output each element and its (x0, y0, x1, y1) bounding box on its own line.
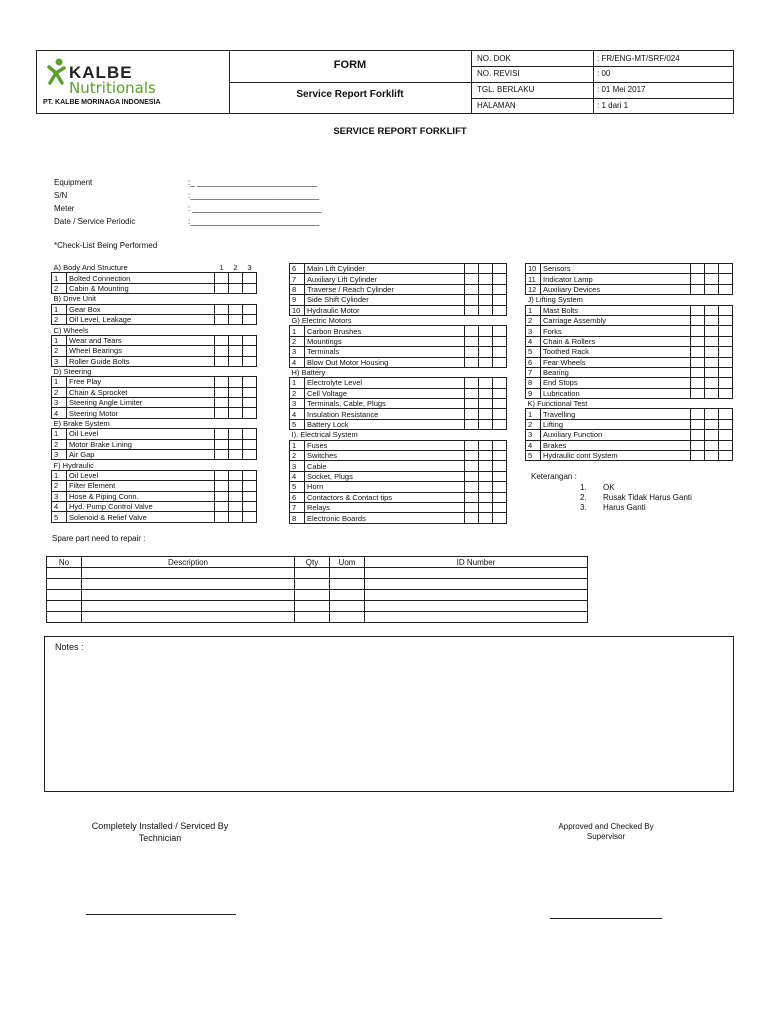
spare-parts-table (46, 556, 588, 623)
checklist-row: 10 Sensors (526, 264, 733, 274)
checklist-row: 1 Fuses (290, 440, 507, 450)
checklist-row: 1 Oil Level (52, 470, 257, 480)
checklist-row: 6 Main Lift Cylinder (290, 264, 507, 274)
check-box[interactable] (479, 305, 493, 315)
checklist-row: 1 Bolted Connection (52, 273, 257, 283)
legend-number: 2. (580, 493, 587, 502)
check-box[interactable] (243, 439, 257, 449)
checklist-row: 3 Steering Angle Limiter (52, 398, 257, 408)
spare-header-uom: Uom (330, 557, 365, 568)
check-box[interactable] (705, 378, 719, 388)
check-box[interactable] (229, 335, 243, 345)
check-box[interactable] (215, 304, 229, 314)
check-box[interactable] (691, 326, 705, 336)
check-box[interactable] (479, 336, 493, 346)
check-box[interactable] (493, 284, 507, 294)
check-box[interactable] (493, 357, 507, 367)
check-box[interactable] (215, 283, 229, 293)
check-box[interactable] (465, 513, 479, 523)
check-box[interactable] (229, 304, 243, 314)
check-box[interactable] (705, 388, 719, 398)
check-box[interactable] (719, 305, 733, 315)
check-box[interactable] (479, 264, 493, 274)
checklist-row: 3 Auxiliary Function (526, 430, 733, 440)
check-box[interactable] (691, 347, 705, 357)
check-box[interactable] (705, 284, 719, 294)
brand-sub: Nutritionals (69, 79, 156, 97)
checklist-row: 5 Battery Lock (290, 419, 507, 429)
field-label: Meter (54, 204, 75, 213)
check-box[interactable] (493, 440, 507, 450)
check-box[interactable] (479, 419, 493, 429)
check-box[interactable] (705, 430, 719, 440)
checklist-row: 2 Lifting (526, 419, 733, 429)
checklist-row: 1 Wear and Tears (52, 335, 257, 345)
check-box[interactable] (229, 387, 243, 397)
check-box[interactable] (691, 388, 705, 398)
check-box[interactable] (705, 409, 719, 419)
checklist-row: 7 Bearing (526, 367, 733, 377)
checklist-row: 4 Brakes (526, 440, 733, 450)
legend-number: 1. (580, 483, 587, 492)
check-box[interactable] (465, 502, 479, 512)
supervisor-signature-label: Approved and Checked By Supervisor (558, 822, 654, 841)
document-header (36, 50, 734, 114)
company-name: PT. KALBE MORINAGA INDONESIA (43, 99, 161, 106)
check-box[interactable] (705, 419, 719, 429)
section-header: A) Body And Structure 1 2 3 (52, 263, 257, 273)
checklist-row: 6 Contactors & Contact tips (290, 492, 507, 502)
check-box[interactable] (705, 264, 719, 274)
check-box[interactable] (705, 451, 719, 461)
checklist-column-1 (51, 263, 257, 523)
spare-row[interactable] (47, 601, 588, 612)
check-box[interactable] (215, 491, 229, 501)
check-box[interactable] (229, 314, 243, 324)
checklist-row: 1 Mast Bolts (526, 305, 733, 315)
check-box[interactable] (215, 439, 229, 449)
checklist-column-2 (289, 263, 507, 524)
check-box[interactable] (229, 356, 243, 366)
checklist-row: 7 Relays (290, 502, 507, 512)
check-box[interactable] (465, 388, 479, 398)
check-box[interactable] (719, 419, 733, 429)
check-box[interactable] (691, 367, 705, 377)
checklist-row: 4 Socket, Plugs (290, 471, 507, 481)
check-box[interactable] (215, 335, 229, 345)
check-box[interactable] (691, 315, 705, 325)
meta-value: : 1 dari 1 (597, 101, 629, 110)
checklist-row: 12 Auxiliary Devices (526, 284, 733, 294)
field-label: S/N (54, 191, 68, 200)
check-box[interactable] (493, 399, 507, 409)
checklist-row: 4 Blow Out Motor Housing (290, 357, 507, 367)
check-box[interactable] (229, 429, 243, 439)
check-box[interactable] (691, 305, 705, 315)
check-box[interactable] (465, 295, 479, 305)
check-box[interactable] (243, 408, 257, 418)
check-box[interactable] (243, 377, 257, 387)
check-box[interactable] (691, 378, 705, 388)
meta-value: : 00 (597, 69, 611, 78)
check-box[interactable] (493, 419, 507, 429)
check-box[interactable] (243, 283, 257, 293)
check-box[interactable] (229, 283, 243, 293)
check-box[interactable] (215, 470, 229, 480)
check-box[interactable] (479, 409, 493, 419)
check-box[interactable] (465, 409, 479, 419)
check-box[interactable] (465, 471, 479, 481)
meta-label: NO. REVISI (477, 69, 520, 78)
check-box[interactable] (479, 388, 493, 398)
checklist-row: 4 Steering Motor (52, 408, 257, 418)
check-box[interactable] (719, 315, 733, 325)
check-box[interactable] (465, 274, 479, 284)
check-box[interactable] (705, 367, 719, 377)
check-box[interactable] (719, 336, 733, 346)
check-box[interactable] (493, 347, 507, 357)
check-box[interactable] (243, 501, 257, 511)
check-box[interactable] (215, 346, 229, 356)
legend-number: 3. (580, 503, 587, 512)
checklist-row: 3 Forks (526, 326, 733, 336)
check-box[interactable] (493, 264, 507, 274)
notes-label: Notes : (55, 642, 84, 652)
check-box[interactable] (479, 502, 493, 512)
sn-field[interactable]: :_____________________________ (188, 191, 320, 200)
check-box[interactable] (719, 326, 733, 336)
check-box[interactable] (705, 336, 719, 346)
check-box[interactable] (493, 482, 507, 492)
checklist-row: 3 Cable (290, 461, 507, 471)
check-box[interactable] (691, 451, 705, 461)
equipment-field[interactable]: :_ ___________________________ (188, 178, 318, 187)
section-header: H) Battery (291, 368, 326, 378)
check-box[interactable] (229, 501, 243, 511)
meta-label: TGL. BERLAKU (477, 85, 535, 94)
checklist-row: 6 Fear Wheels (526, 357, 733, 367)
check-box[interactable] (243, 491, 257, 501)
check-box[interactable] (691, 419, 705, 429)
check-box[interactable] (243, 450, 257, 460)
spare-header-no: No (47, 557, 82, 568)
check-box[interactable] (215, 450, 229, 460)
check-box[interactable] (229, 398, 243, 408)
check-box[interactable] (479, 492, 493, 502)
check-box[interactable] (719, 451, 733, 461)
check-box[interactable] (479, 326, 493, 336)
check-box[interactable] (229, 439, 243, 449)
check-box[interactable] (465, 461, 479, 471)
section-header: G) Electric Motors (291, 316, 352, 326)
checklist-row: 4 Chain & Rollers (526, 336, 733, 346)
check-box[interactable] (493, 295, 507, 305)
check-box[interactable] (479, 347, 493, 357)
checklist-row: 5 Horn (290, 482, 507, 492)
check-box[interactable] (465, 264, 479, 274)
checklist-row: 3 Roller Guide Bolts (52, 356, 257, 366)
kalbe-logo-icon (45, 57, 67, 85)
check-box[interactable] (719, 274, 733, 284)
meta-label: HALAMAN (477, 101, 516, 110)
check-box[interactable] (465, 399, 479, 409)
checklist-row: 2 Chain & Sprocket (52, 387, 257, 397)
check-box[interactable] (493, 471, 507, 481)
check-box[interactable] (465, 378, 479, 388)
check-box[interactable] (465, 482, 479, 492)
check-box[interactable] (243, 314, 257, 324)
check-box[interactable] (493, 274, 507, 284)
check-box[interactable] (215, 356, 229, 366)
column-header: 3 (247, 263, 252, 273)
check-box[interactable] (493, 336, 507, 346)
check-box[interactable] (691, 357, 705, 367)
check-box[interactable] (229, 512, 243, 522)
check-box[interactable] (719, 347, 733, 357)
check-box[interactable] (719, 409, 733, 419)
check-box[interactable] (493, 326, 507, 336)
check-box[interactable] (465, 440, 479, 450)
checklist-row: 8 End Stops (526, 378, 733, 388)
spare-row[interactable] (47, 579, 588, 590)
checklist-row: 2 Carriage Assembly (526, 315, 733, 325)
check-box[interactable] (479, 378, 493, 388)
checklist-row: 1 Carbon Brushes (290, 326, 507, 336)
check-box[interactable] (719, 357, 733, 367)
check-box[interactable] (229, 491, 243, 501)
spare-row[interactable] (47, 590, 588, 601)
section-header: E) Brake System (53, 419, 110, 429)
supervisor-signature-line[interactable] (550, 918, 662, 919)
checklist-row: 1 Free Play (52, 377, 257, 387)
check-box[interactable] (215, 273, 229, 283)
check-box[interactable] (493, 502, 507, 512)
check-box[interactable] (691, 430, 705, 440)
check-box[interactable] (465, 305, 479, 315)
checklist-row: 8 Traverse / Reach Cylinder (290, 284, 507, 294)
check-box[interactable] (719, 367, 733, 377)
technician-signature-label: Completely Installed / Serviced By Technician (91, 821, 229, 843)
checklist-row: 7 Auxiliary Lift Cylinder (290, 274, 507, 284)
checklist-row: 1 Gear Box (52, 304, 257, 314)
checklist-row: 2 Cell Voltage (290, 388, 507, 398)
section-header: D) Steering (53, 367, 92, 377)
brand-name: KALBE (69, 63, 133, 82)
meta-label: NO. DOK (477, 54, 511, 63)
spare-header-qty: Qty (295, 557, 330, 568)
check-box[interactable] (479, 513, 493, 523)
check-box[interactable] (243, 335, 257, 345)
checklist-row: 4 Insulation Resistance (290, 409, 507, 419)
field-label: Date / Service Periodic (54, 217, 136, 226)
check-box[interactable] (465, 357, 479, 367)
checklist-row: 2 Motor Brake Lining (52, 439, 257, 449)
spare-row[interactable] (47, 612, 588, 623)
legend-title: Keterangan : (531, 472, 577, 481)
check-box[interactable] (493, 305, 507, 315)
check-box[interactable] (691, 336, 705, 346)
checklist-row: 2 Mountings (290, 336, 507, 346)
section-header: F) Hydraulic (53, 460, 94, 470)
check-box[interactable] (229, 377, 243, 387)
check-box[interactable] (691, 284, 705, 294)
check-box[interactable] (479, 440, 493, 450)
checklist-row: 11 Indicator Lamp (526, 274, 733, 284)
checklist-row: 3 Terminals (290, 347, 507, 357)
check-box[interactable] (215, 429, 229, 439)
meta-value: : 01 Mei 2017 (597, 85, 646, 94)
check-box[interactable] (243, 304, 257, 314)
column-header: 2 (233, 263, 238, 273)
checklist-row: 5 Solenoid & Relief Valve (52, 512, 257, 522)
section-header: B) Drive Unit (53, 294, 97, 304)
check-box[interactable] (465, 492, 479, 502)
spare-header-id: ID Number (365, 557, 588, 568)
check-box[interactable] (691, 409, 705, 419)
check-box[interactable] (705, 315, 719, 325)
check-box[interactable] (229, 273, 243, 283)
check-box[interactable] (691, 274, 705, 284)
check-box[interactable] (465, 284, 479, 294)
checklist-row: 2 Switches (290, 451, 507, 461)
spare-row[interactable] (47, 568, 588, 579)
section-header: J) Lifting System (527, 295, 583, 305)
checklist-row: 8 Electronic Boards (290, 513, 507, 523)
check-box[interactable] (719, 264, 733, 274)
check-box[interactable] (479, 399, 493, 409)
check-box[interactable] (215, 408, 229, 418)
check-box[interactable] (465, 451, 479, 461)
check-box[interactable] (705, 274, 719, 284)
checklist-row: 9 Side Shift Cylinder (290, 295, 507, 305)
check-box[interactable] (493, 513, 507, 523)
check-box[interactable] (479, 451, 493, 461)
check-box[interactable] (243, 398, 257, 408)
checklist-row: 4 Hyd. Pump Control Valve (52, 501, 257, 511)
checklist-row: 2 Oil Level, Leakage (52, 314, 257, 324)
check-box[interactable] (705, 305, 719, 315)
check-box[interactable] (215, 481, 229, 491)
checklist-row: 3 Air Gap (52, 450, 257, 460)
legend-item: OK (603, 483, 615, 492)
check-box[interactable] (229, 346, 243, 356)
check-box[interactable] (243, 481, 257, 491)
check-box[interactable] (705, 440, 719, 450)
check-box[interactable] (229, 470, 243, 480)
check-box[interactable] (691, 264, 705, 274)
check-box[interactable] (479, 295, 493, 305)
checklist-row: 2 Wheel Bearings (52, 346, 257, 356)
checklist-row: 5 Hydraulic cont System (526, 451, 733, 461)
check-box[interactable] (719, 440, 733, 450)
check-box[interactable] (229, 408, 243, 418)
check-box[interactable] (243, 387, 257, 397)
check-box[interactable] (243, 470, 257, 480)
checklist-row: 3 Terminals, Cable, Plugs (290, 399, 507, 409)
checklist-row: 2 Filter Element (52, 481, 257, 491)
check-box[interactable] (465, 419, 479, 429)
section-header: I). Electrical System (291, 430, 358, 440)
check-box[interactable] (215, 387, 229, 397)
check-box[interactable] (719, 284, 733, 294)
check-box[interactable] (215, 314, 229, 324)
checklist-row: 5 Toothed Rack (526, 347, 733, 357)
field-label: Equipment (54, 178, 93, 187)
checklist-row: 1 Travelling (526, 409, 733, 419)
legend-item: Harus Ganti (603, 503, 646, 512)
section-header: K) Functional Test (527, 399, 588, 409)
checklist-row: 1 Electrolyte Level (290, 378, 507, 388)
checklist-row: 10 Hydraulic Motor (290, 305, 507, 315)
meter-field[interactable]: : _____________________________ (188, 204, 322, 213)
form-label: FORM (333, 59, 367, 71)
check-box[interactable] (243, 346, 257, 356)
checklist-row: 2 Cabin & Mounting (52, 283, 257, 293)
check-box[interactable] (465, 347, 479, 357)
check-box[interactable] (493, 388, 507, 398)
check-box[interactable] (493, 461, 507, 471)
check-box[interactable] (215, 398, 229, 408)
checklist-column-3 (525, 263, 733, 461)
page-title: SERVICE REPORT FORKLIFT (333, 126, 467, 137)
check-box[interactable] (229, 450, 243, 460)
checklist-note: *Check-List Being Performed (54, 241, 158, 250)
check-box[interactable] (465, 336, 479, 346)
check-box[interactable] (691, 440, 705, 450)
check-box[interactable] (493, 409, 507, 419)
check-box[interactable] (479, 471, 493, 481)
check-box[interactable] (719, 378, 733, 388)
meta-value: : FR/ENG-MT/SRF/024 (597, 54, 680, 63)
check-box[interactable] (493, 451, 507, 461)
check-box[interactable] (243, 429, 257, 439)
spare-title: Spare part need to repair : (52, 534, 146, 543)
legend-item: Rusak Tidak Harus Ganti (603, 493, 692, 502)
check-box[interactable] (479, 357, 493, 367)
checklist-row: 1 Oil Level (52, 429, 257, 439)
check-box[interactable] (479, 461, 493, 471)
column-header: 1 (219, 263, 224, 273)
technician-signature-line[interactable] (86, 914, 236, 915)
check-box[interactable] (719, 430, 733, 440)
check-box[interactable] (215, 377, 229, 387)
doc-title: Service Report Forklift (296, 89, 404, 100)
checklist-row: 3 Hose & Piping Conn. (52, 491, 257, 501)
check-box[interactable] (705, 357, 719, 367)
check-box[interactable] (705, 326, 719, 336)
check-box[interactable] (705, 347, 719, 357)
check-box[interactable] (479, 274, 493, 284)
check-box[interactable] (479, 284, 493, 294)
check-box[interactable] (229, 481, 243, 491)
check-box[interactable] (465, 326, 479, 336)
check-box[interactable] (243, 512, 257, 522)
check-box[interactable] (479, 482, 493, 492)
date-field[interactable]: :_____________________________ (188, 217, 320, 226)
checklist-row: 9 Lubrication (526, 388, 733, 398)
check-box[interactable] (243, 356, 257, 366)
check-box[interactable] (215, 501, 229, 511)
check-box[interactable] (719, 388, 733, 398)
check-box[interactable] (215, 512, 229, 522)
check-box[interactable] (243, 273, 257, 283)
check-box[interactable] (493, 492, 507, 502)
spare-header-description: Description (82, 557, 295, 568)
check-box[interactable] (493, 378, 507, 388)
section-header: C) Wheels (53, 325, 89, 335)
notes-box[interactable] (44, 636, 734, 792)
